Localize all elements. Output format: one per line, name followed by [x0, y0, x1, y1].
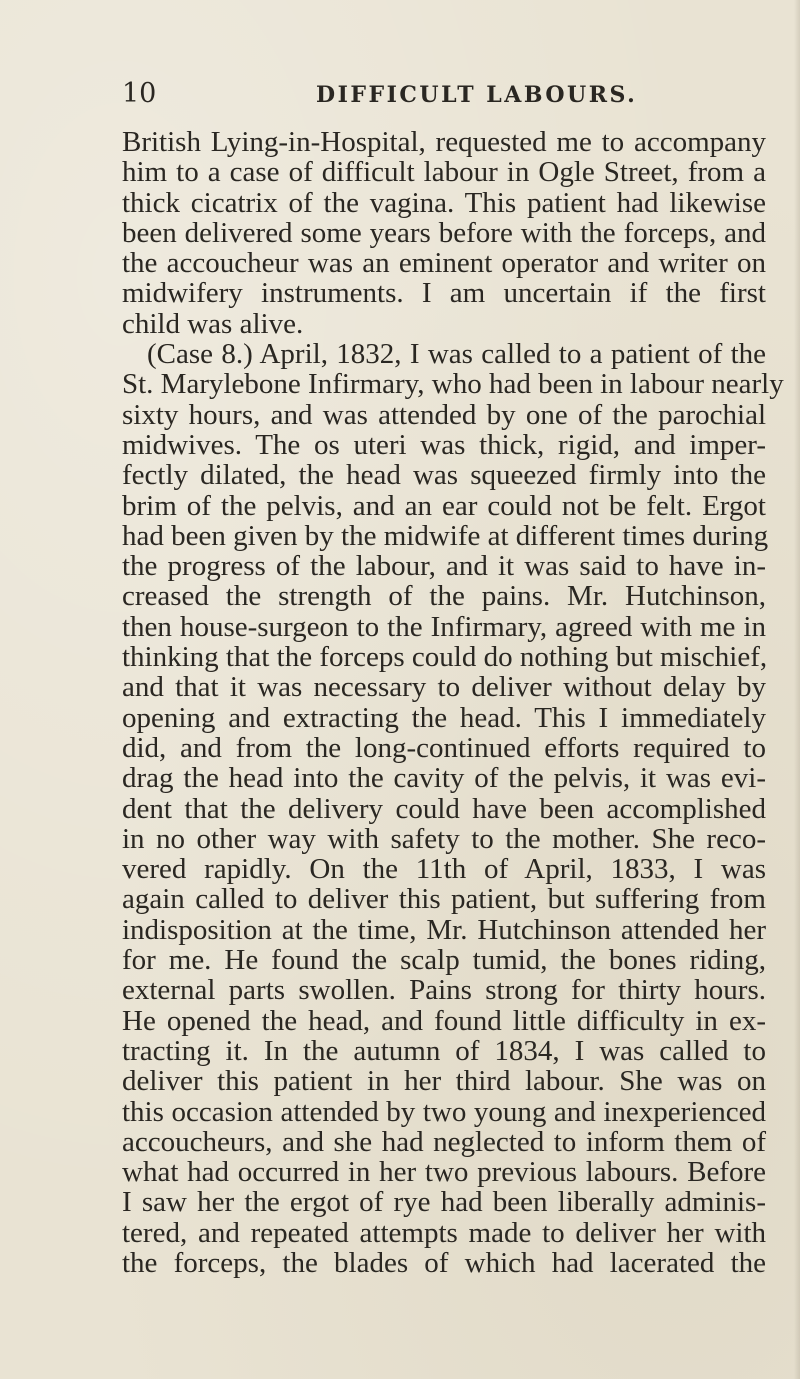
text-line: external parts swollen. Pains strong for thirty hours.: [122, 974, 766, 1007]
text-line: thinking that the forceps could do nothing but mischief,: [122, 641, 768, 674]
text-line: midwives. The os uteri was thick, rigid, and imper-: [122, 428, 766, 461]
text-line: the forceps, the blades of which had lacerated the: [122, 1246, 766, 1279]
text-line: brim of the pelvis, and an ear could not be felt. Ergot: [122, 489, 766, 522]
body-text: [122, 126, 784, 1279]
text-line: this occasion attended by two young and inexperienced: [122, 1095, 766, 1128]
text-line: British Lying-in-Hospital, requested me to accompany: [122, 126, 766, 158]
text-line: indisposition at the time, Mr. Hutchinson attended her: [122, 913, 766, 946]
text-line: St. Marylebone Infirmary, who had been in labour nearly: [122, 368, 784, 401]
text-line-paragraph-start: (Case 8.) April, 1832, I was called to a patient of the: [147, 338, 766, 371]
text-line: and that it was necessary to deliver without delay by: [122, 671, 766, 704]
text-line: accoucheurs, and she had neglected to inform them of: [122, 1125, 766, 1158]
text-line: did, and from the long-continued efforts required to: [122, 731, 766, 764]
text-line: I saw her the ergot of rye had been liberally adminis-: [122, 1186, 766, 1219]
text-line: sixty hours, and was attended by one of the parochial: [122, 398, 766, 431]
text-line: deliver this patient in her third labour. She was on: [122, 1065, 766, 1098]
text-line: tered, and repeated attempts made to deliver her with: [122, 1216, 766, 1249]
text-line: creased the strength of the pains. Mr. Hutchinson,: [122, 580, 766, 613]
text-line: fectly dilated, the head was squeezed firmly into the: [122, 459, 766, 492]
running-title: DIFFICULT LABOURS.: [316, 82, 638, 108]
text-line: tracting it. In the autumn of 1834, I was called to: [122, 1034, 766, 1067]
page-edge-shadow: [794, 0, 800, 1379]
page-number: 10: [122, 78, 157, 109]
text-line: the accoucheur was an eminent operator and writer on: [122, 247, 766, 280]
text-line: had been given by the midwife at different times during: [122, 519, 769, 552]
text-line: thick cicatrix of the vagina. This patient had likewise: [122, 186, 766, 219]
running-head: [122, 78, 682, 108]
text-line: him to a case of difficult labour in Ogle Street, from a: [122, 156, 766, 189]
text-line: been delivered some years before with the forceps, and: [122, 216, 766, 249]
text-line: vered rapidly. On the 11th of April, 1833, I was: [122, 853, 766, 886]
text-line: in no other way with safety to the mother. She reco-: [122, 822, 766, 855]
text-line: what had occurred in her two previous labours. Before: [122, 1156, 766, 1189]
text-line: dent that the delivery could have been accomplished: [122, 792, 766, 825]
text-line: child was alive.: [122, 307, 304, 340]
text-line: He opened the head, and found little difficulty in ex-: [122, 1004, 766, 1037]
text-line: the progress of the labour, and it was said to have in-: [122, 550, 766, 583]
text-line: opening and extracting the head. This I immediately: [122, 701, 766, 734]
text-line: midwifery instruments. I am uncertain if the first: [122, 277, 766, 310]
text-line: drag the head into the cavity of the pelvis, it was evi-: [122, 762, 766, 795]
text-line: again called to deliver this patient, but suffering from: [122, 883, 766, 916]
text-line: for me. He found the scalp tumid, the bones riding,: [122, 944, 766, 977]
text-line: then house-surgeon to the Infirmary, agreed with me in: [122, 610, 766, 643]
